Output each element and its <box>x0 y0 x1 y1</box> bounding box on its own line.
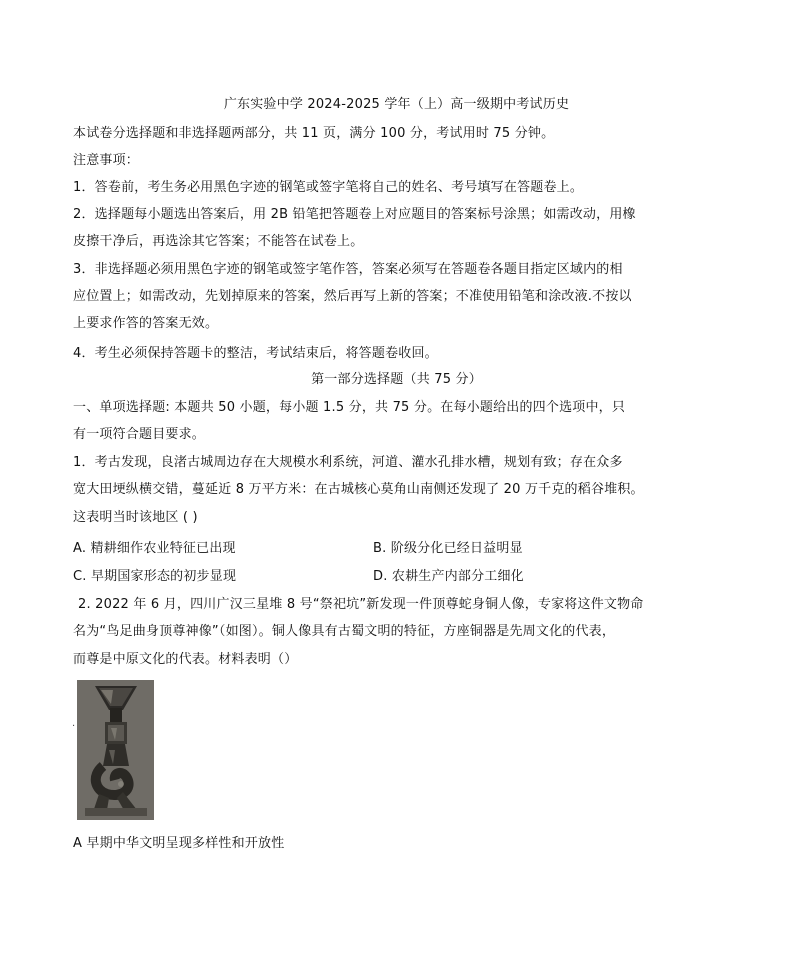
notice-heading: 注意事项： <box>73 153 140 168</box>
q1-option-d: D. 农耕生产内部分工细化 <box>373 569 524 584</box>
q2-stem-line: 而尊是中原文化的代表。材料表明（） <box>73 652 298 667</box>
notice-line: 1．答卷前，考生务必用黑色字迹的钢笔或签字笔将自己的姓名、考号填写在答题卷上。 <box>73 180 584 195</box>
section-intro-line: 有一项符合题目要求。 <box>73 427 206 442</box>
figure-mark: . <box>72 718 76 729</box>
q2-option-a: A 早期中华文明呈现多样性和开放性 <box>73 836 285 851</box>
q1-option-c: C. 早期国家形态的初步显现 <box>73 569 237 584</box>
q1-stem-line: 1．考古发现，良渚古城周边存在大规模水利系统，河道、灌水孔排水槽，规划有致；存在众多 <box>73 455 623 470</box>
notice-line: 应位置上；如需改动，先划掉原来的答案，然后再写上新的答案；不准使用铅笔和涂改液.不按以 <box>73 289 632 304</box>
q1-option-a: A. 精耕细作农业特征已出现 <box>73 541 236 556</box>
exam-title: 广东实验中学 2024-2025 学年（上）高一级期中考试历史 <box>223 97 570 112</box>
q1-stem-line: 宽大田埂纵横交错，蔓延近 8 万平方米：在古城核心莫角山南侧还发现了 20 万千克的稻谷堆积。 <box>73 482 644 497</box>
bronze-figure-photo <box>77 680 154 820</box>
section-intro-line: 一、单项选择题: 本题共 50 小题，每小题 1.5 分，共 75 分。在每小题给出的四个选项中，只 <box>73 400 626 415</box>
bronze-figure-image <box>77 680 154 820</box>
notice-line: 皮擦干净后，再选涂其它答案；不能答在试卷上。 <box>73 234 364 249</box>
notice-line: 上要求作答的答案无效。 <box>73 316 219 331</box>
exam-intro: 本试卷分选择题和非选择题两部分，共 11 页，满分 100 分，考试用时 75 分钟。 <box>73 126 555 141</box>
notice-line: 4．考生必须保持答题卡的整洁，考试结束后，将答题卷收回。 <box>73 346 438 361</box>
q1-option-b: B. 阶级分化已经日益明显 <box>373 541 523 556</box>
q1-stem-line: 这表明当时该地区 ( ) <box>73 510 198 525</box>
q2-stem-line: 2. 2022 年 6 月，四川广汉三星堆 8 号“祭祀坑”新发现一件顶尊蛇身铜人像，专家将这件文物命 <box>78 597 644 612</box>
section-title: 第一部分选择题（共 75 分） <box>311 372 482 387</box>
notice-line: 2．选择题每小题选出答案后，用 2B 铅笔把答题卷上对应题目的答案标号涂黑；如需改动，用橡 <box>73 207 636 222</box>
q2-stem-line: 名为“鸟足曲身顶尊神像”（如图）。铜人像具有古蜀文明的特征，方座铜器是先周文化的代表， <box>73 624 616 639</box>
notice-line: 3．非选择题必须用黑色字迹的钢笔或签字笔作答，答案必须写在答题卷各题目指定区域内的相 <box>73 262 623 277</box>
